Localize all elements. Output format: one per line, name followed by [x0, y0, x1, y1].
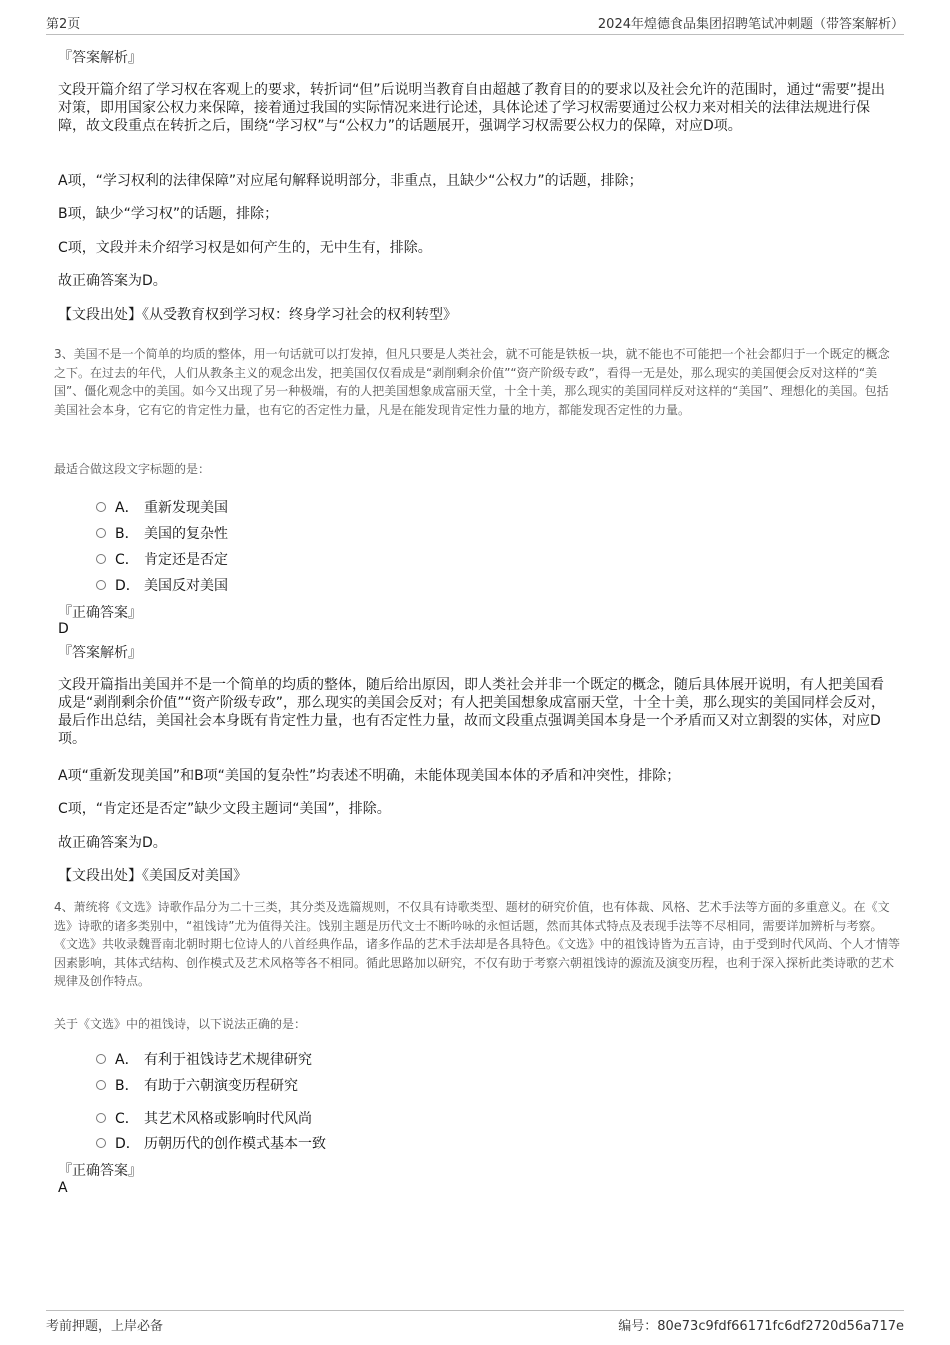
radio-button[interactable]: [96, 1113, 106, 1123]
option-note-b: B项，缺少“学习权”的话题，排除；: [58, 206, 279, 222]
option-letter: A．: [115, 1052, 139, 1068]
question-4-text: 4、萧统将《文选》诗歌作品分为二十三类，其分类及选篇规则，不仅具有诗歌类型、题材的研究价值，也有体裁、风格、艺术手法等方面的多重意义。在《文选》诗歌的诸多类别中，“祖饯诗”尤为值得关注。饯别主题是历代文士不断吟咏的永恒话题，然而其体式特点及表现手法等不尽相同，需要详加辨析与考察。《文选》共收录魏晋南北朝时期七位诗人的八首经典作品，诸多作品的艺术手法却是各具特色。《文选》中的祖饯诗皆为五言诗，由于受到时代风尚、个人才情等因素影响，其体式结构、创作模式及艺术风格等各不相同。循此思路加以研究，不仅有助于考察六朝祖饯诗的源流及演变历程，也利于深入探析此类诗歌的艺术规律及创作特点。: [54, 900, 901, 988]
option-text: 美国反对美国: [144, 578, 228, 594]
option-note-c: C项，文段并未介绍学习权是如何产生的，无中生有，排除。: [58, 240, 432, 256]
page-number: 第2页: [46, 17, 81, 32]
radio-button[interactable]: [96, 1080, 106, 1090]
conclusion: 故正确答案为D。: [58, 273, 167, 289]
page-footer: [46, 1310, 904, 1339]
source-citation: 【文段出处】《从受教育权到学习权：终身学习社会的权利转型》: [58, 307, 457, 323]
option-letter: C．: [115, 552, 139, 568]
option-note-c: C项，“肯定还是否定”缺少文段主题词“美国”，排除。: [58, 801, 391, 817]
option-text: 有助于六朝演变历程研究: [144, 1078, 298, 1094]
analysis-text: 文段开篇介绍了学习权在客观上的要求，转折词“但”后说明当教育自由超越了教育目的的要求以及社会允许的范围时，通过“需要”提出对策，即用国家公权力来保障，接着通过我国的实际情况来进行论述，具体论述了学习权需要通过公权力来对相关的法律法规进行保障，故文段重点在转折之后，围绕“学习权”与“公权力”的话题展开，强调学习权需要公权力的保障，对应D项。: [58, 82, 886, 134]
option-text: 美国的复杂性: [144, 526, 228, 542]
correct-answer-label: 『正确答案』: [58, 605, 142, 621]
source-citation: 【文段出处】《美国反对美国》: [58, 868, 247, 884]
option-letter: D．: [115, 1136, 140, 1152]
analysis-text: 文段开篇指出美国并不是一个简单的均质的整体，随后给出原因，即人类社会并非一个既定的概念，随后具体展开说明，有人把美国看成是“剥削剩余价值”“资产阶级专政”，那么现实的美国会反对；有人把美国想象成富丽天堂，十全十美，那么现实的美国同样会反对，最后作出总结，美国社会本身既有肯定性力量，也有否定性力量，故而文段重点强调美国本身是一个矛盾而又对立割裂的实体，对应D项。: [58, 677, 886, 747]
radio-button[interactable]: [96, 580, 106, 590]
document-id: 编号：80e73c9fdf66171fc6df2720d56a717e: [618, 1319, 904, 1334]
question-3-prompt: 最适合做这段文字标题的是：: [54, 462, 211, 476]
option-letter: B．: [115, 1078, 139, 1094]
page-header: [46, 10, 904, 35]
option-letter: D．: [115, 578, 140, 594]
option-text: 肯定还是否定: [144, 552, 228, 568]
option-text: 有利于祖饯诗艺术规律研究: [144, 1052, 312, 1068]
conclusion: 故正确答案为D。: [58, 835, 167, 851]
radio-button[interactable]: [96, 554, 106, 564]
analysis-label: 『答案解析』: [58, 50, 142, 66]
option-text: 历朝历代的创作模式基本一致: [144, 1136, 326, 1152]
footer-slogan: 考前押题，上岸必备: [46, 1319, 164, 1334]
question-4-prompt: 关于《文选》中的祖饯诗，以下说法正确的是：: [54, 1017, 307, 1031]
radio-button[interactable]: [96, 1138, 106, 1148]
radio-button[interactable]: [96, 502, 106, 512]
document-title: 2024年煌德食品集团招聘笔试冲刺题（带答案解析）: [597, 17, 904, 32]
correct-answer: D: [58, 621, 69, 637]
option-letter: A．: [115, 500, 139, 516]
radio-button[interactable]: [96, 528, 106, 538]
option-note-ab: A项“重新发现美国”和B项“美国的复杂性”均表述不明确，未能体现美国本体的矛盾和冲突性，排除；: [58, 768, 681, 784]
option-text: 其艺术风格或影响时代风尚: [144, 1111, 312, 1127]
radio-button[interactable]: [96, 1054, 106, 1064]
option-letter: B．: [115, 526, 139, 542]
option-note-a: A项，“学习权利的法律保障”对应尾句解释说明部分，非重点，且缺少“公权力”的话题，排除；: [58, 173, 643, 189]
option-text: 重新发现美国: [144, 500, 228, 516]
question-3-text: 3、美国不是一个简单的均质的整体，用一句话就可以打发掉，但凡只要是人类社会，就不可能是铁板一块，就不能也不可能把一个社会都归于一个既定的概念之下。在过去的年代，人们从教条主义的观念出发，把美国仅仅看成是“剥削剩余价值”“资产阶级专政”，看得一无是处，那么现实的美国便会反对这样的“美国”、僵化观念中的美国。如今又出现了另一种极端，有的人把美国想象成富丽天堂，十全十美，那么现实的美国同样反对这样的“美国”、理想化的美国。包括美国社会本身，它有它的肯定性力量，也有它的否定性力量，凡是在能发现肯定性力量的地方，都能发现否定性的力量。: [54, 347, 890, 417]
correct-answer: A: [58, 1180, 68, 1196]
analysis-label: 『答案解析』: [58, 645, 142, 661]
option-letter: C．: [115, 1111, 139, 1127]
correct-answer-label: 『正确答案』: [58, 1163, 142, 1179]
